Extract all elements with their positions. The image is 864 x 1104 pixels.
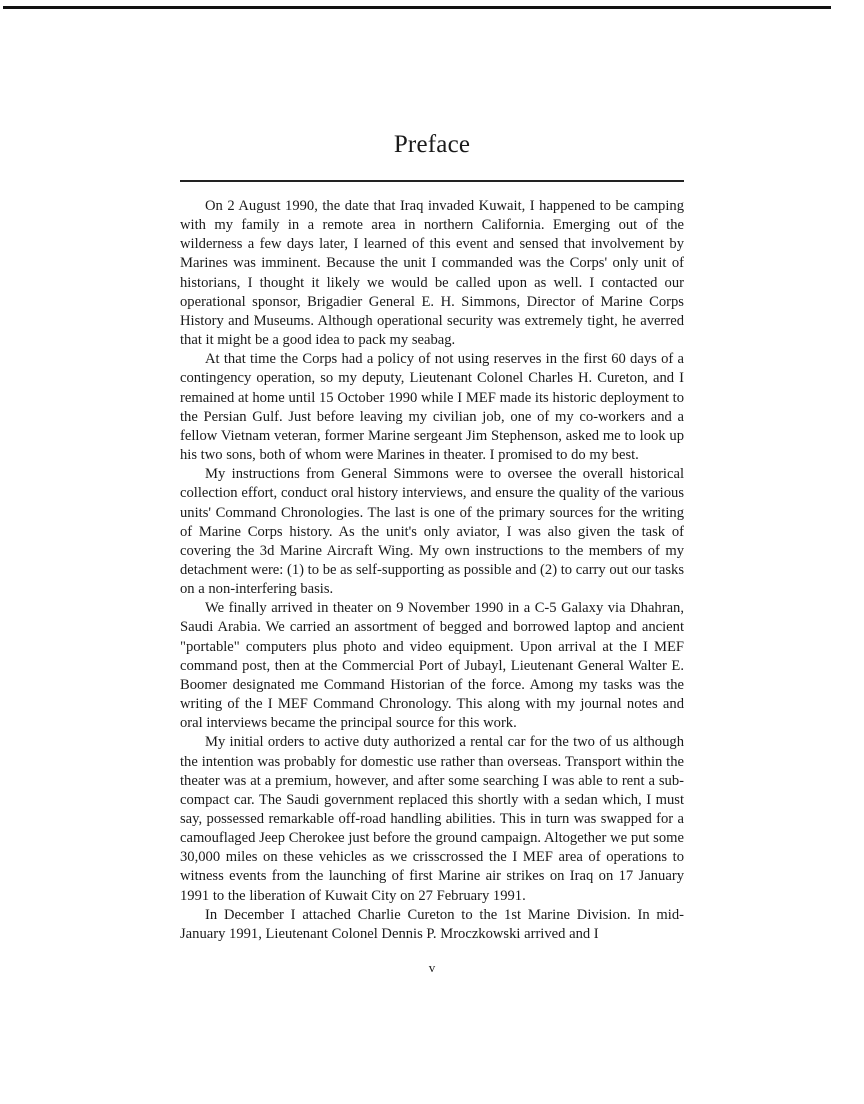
page-number: v [428, 960, 436, 975]
paragraph-6: In December I attached Charlie Cureton to the 1st Marine Division. In mid-January 1991, Lieutenant Colonel Dennis P. Mroczkowski arrived and I [180, 906, 684, 942]
paragraph-4: We finally arrived in theater on 9 November 1990 in a C-5 Galaxy via Dhahran, Saudi Arabia. We carried an assortment of begged and borrowed laptop and ancient "portable" computers plus photo and video equipment. Upon arrival at the I MEF command post, then at the Commercial Port of Jubayl, Lieutenant General Walter E. Boomer designated me Command Historian of the force. Among my tasks was the writing of the I MEF Command Chronology. This along with my journal notes and oral interviews became the principal source for this work. [180, 600, 684, 732]
title-underline-rule [180, 180, 684, 182]
paragraph-2: At that time the Corps had a policy of not using reserves in the first 60 days of a contingency operation, so my deputy, Lieutenant Colonel Charles H. Cureton, and I remained at home until 15 October 1990 while I MEF made its historic deployment to the Persian Gulf. Just before leaving my civilian job, one of my co-workers and a fellow Vietnam veteran, former Marine sergeant Jim Stephenson, asked me to look up his two sons, both of whom were Marines in theater. I promised to do my best. [180, 351, 684, 464]
top-border-rule [3, 6, 831, 9]
body-text [180, 197, 684, 944]
page-title: Preface [393, 131, 471, 158]
paragraph-1: On 2 August 1990, the date that Iraq invaded Kuwait, I happened to be camping with my family in a remote area in northern California. Emerging out of the wilderness a few days later, I learned of this event and sensed that involvement by Marines was imminent. Because the unit I commanded was the Corps' only unit of historians, I thought it likely we would be called upon as well. I contacted our operational sponsor, Brigadier General E. H. Simmons, Director of Marine Corps History and Museums. Although operational security was extremely tight, he averred that it might be a good idea to pack my seabag. [180, 198, 684, 349]
paragraph-3: My instructions from General Simmons were to oversee the overall historical collection effort, conduct oral history interviews, and ensure the quality of the various units' Command Chronologies. The last is one of the primary sources for the writing of Marine Corps history. As the unit's only aviator, I was also given the task of covering the 3d Marine Aircraft Wing. My own instructions to the members of my detachment were: (1) to be as self-supporting as possible and (2) to carry out our tasks on a non-interfering basis. [180, 466, 684, 598]
paragraph-5: My initial orders to active duty authorized a rental car for the two of us although the intention was probably for domestic use rather than overseas. Transport within the theater was at a premium, however, and after some searching I was able to rent a sub-compact car. The Saudi government replaced this shortly with a sedan which, I must say, possessed remarkable off-road handling abilities. This in turn was swapped for a camouflaged Jeep Cherokee just before the ground campaign. Altogether we put some 30,000 miles on these vehicles as we crisscrossed the I MEF area of operations to witness events from the launching of first Marine air strikes on Iraq on 17 January 1991 to the liberation of Kuwait City on 27 February 1991. [180, 734, 684, 904]
